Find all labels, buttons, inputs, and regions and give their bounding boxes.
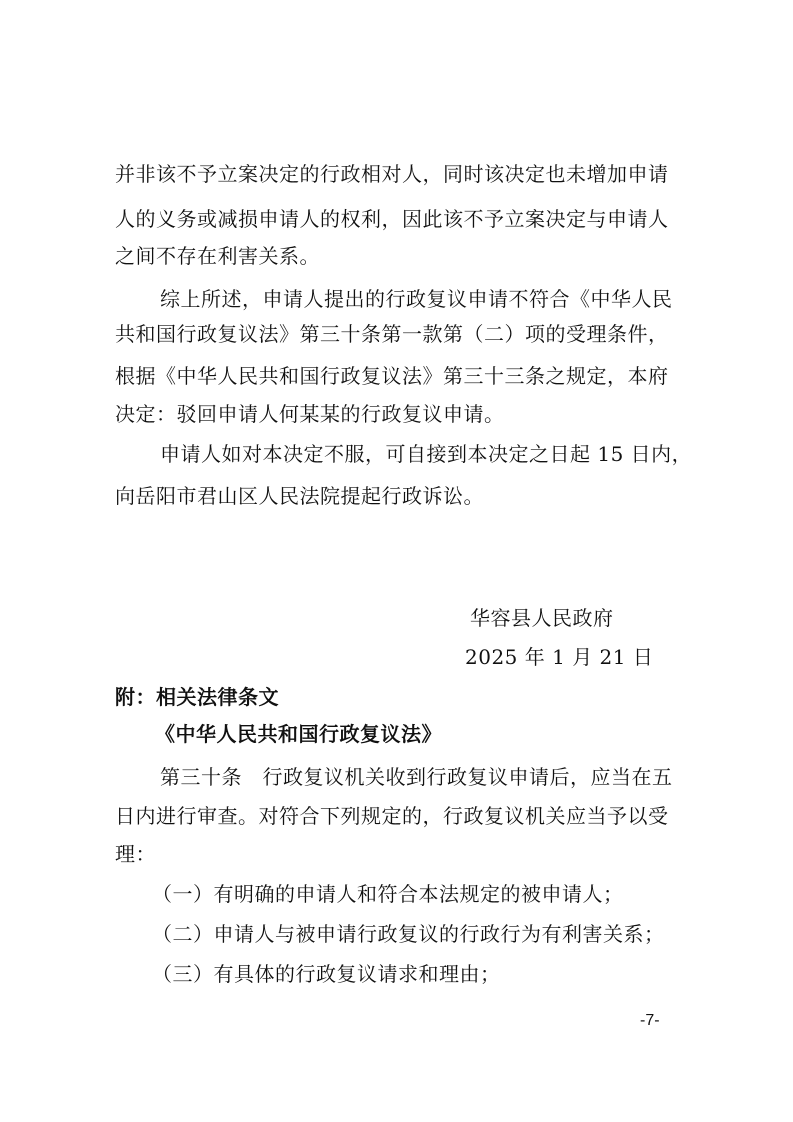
- body-line: 并非该不予立案决定的行政相对人，同时该决定也未增加申请: [115, 162, 669, 186]
- article-line: 日内进行审查。对符合下列规定的，行政复议机关应当予以受: [115, 804, 669, 828]
- article-line: 第三十条 行政复议机关收到行政复议申请后，应当在五: [160, 765, 673, 789]
- page-number: -7-: [640, 1012, 660, 1029]
- body-line: 之间不存在利害关系。: [115, 244, 320, 268]
- body-line: 申请人如对本决定不服，可自接到本决定之日起 15 日内，: [160, 442, 693, 466]
- body-line: 向岳阳市君山区人民法院提起行政诉讼。: [115, 484, 484, 508]
- body-line: 人的义务或减损申请人的权利，因此该不予立案决定与申请人: [115, 207, 669, 231]
- signature-org: 华容县人民政府: [470, 606, 614, 630]
- body-line: 根据《中华人民共和国行政复议法》第三十三条之规定，本府: [115, 364, 669, 388]
- law-title: 《中华人民共和国行政复议法》: [155, 722, 442, 746]
- body-line: 决定：驳回申请人何某某的行政复议申请。: [115, 402, 505, 426]
- body-line: 共和国行政复议法》第三十条第一款第（二）项的受理条件，: [115, 322, 669, 346]
- signature-date: 2025 年 1 月 21 日: [465, 645, 654, 669]
- appendix-heading: 附：相关法律条文: [115, 685, 279, 709]
- article-item: （二）申请人与被申请行政复议的行政行为有利害关系；: [152, 922, 665, 946]
- body-line: 综上所述，申请人提出的行政复议申请不符合《中华人民: [160, 287, 673, 311]
- article-item: （三）有具体的行政复议请求和理由；: [152, 962, 501, 986]
- article-item: （一）有明确的申请人和符合本法规定的被申请人；: [152, 882, 624, 906]
- article-line: 理：: [115, 842, 156, 866]
